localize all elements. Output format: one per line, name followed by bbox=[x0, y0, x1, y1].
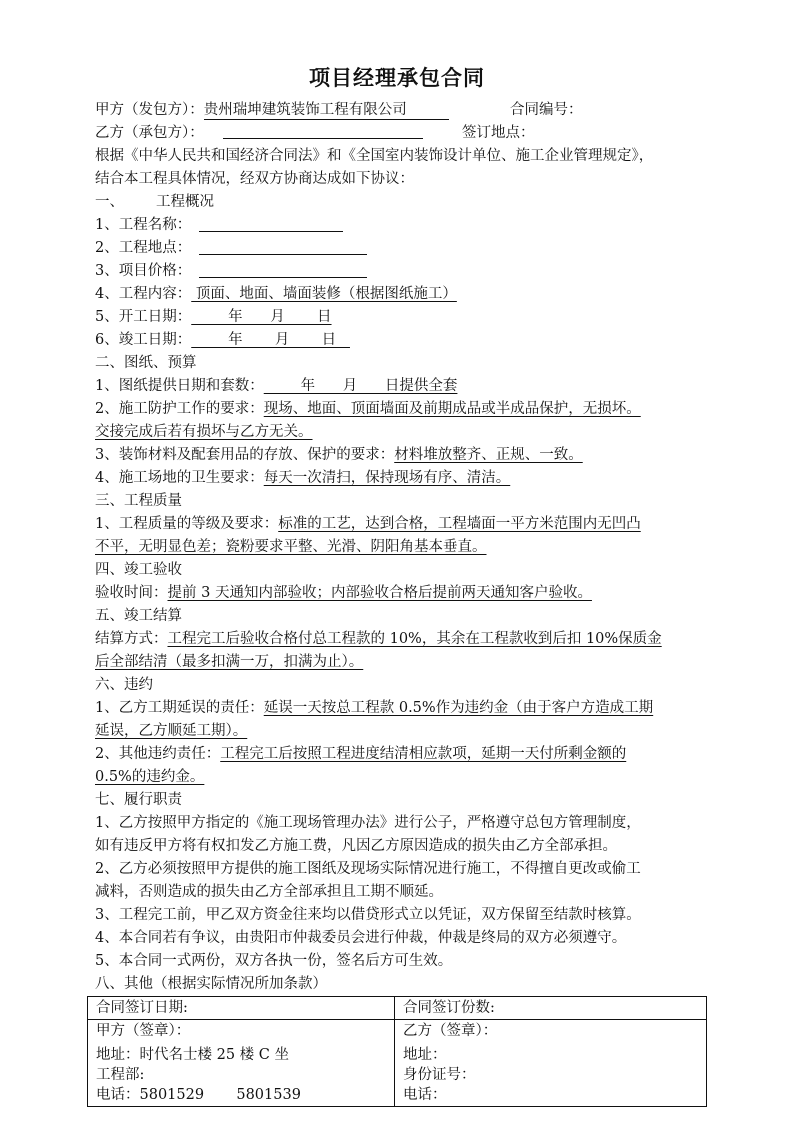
party-b-id: 身份证号： bbox=[403, 1067, 476, 1083]
s6-item1-cont-text: 延误，乙方顺延工期）。 bbox=[95, 723, 248, 739]
section-1-heading bbox=[95, 192, 214, 212]
section-2-heading: 二、图纸、预算 bbox=[95, 355, 197, 371]
s5-label: 结算方式： bbox=[95, 631, 168, 647]
s5-value: 工程完工后验收合格付总工程款的 10%，其余在工程款收到后扣 10%保质金 bbox=[167, 631, 662, 647]
s2-item2-label: 2、施工防护工作的要求： bbox=[95, 401, 264, 417]
signature-table bbox=[87, 996, 707, 1107]
s3-item1-cont-text: 不平，无明显色差；瓷粉要求平整、光滑、阴阳角基本垂直。 bbox=[95, 539, 487, 555]
party-a-sign-cell bbox=[88, 1020, 395, 1107]
contract-no-label: 合同编号： bbox=[510, 102, 583, 118]
intro-line-1: 根据《中华人民共和国经济合同法》和《全国室内装饰设计单位、施工企业管理规定》， bbox=[95, 148, 654, 164]
s2-item2-cont bbox=[95, 422, 313, 442]
s6-item2-cont bbox=[95, 767, 204, 787]
s2-item3-value: 材料堆放整齐、正规、一致。 bbox=[394, 447, 583, 463]
page-title: 项目经理承包合同 bbox=[309, 65, 485, 90]
s3-item1 bbox=[95, 514, 641, 534]
table-row bbox=[88, 997, 707, 1020]
section-3-heading: 三、工程质量 bbox=[95, 493, 182, 509]
party-b-sign-cell bbox=[395, 1020, 707, 1107]
party-b-sign: 乙方（签章）： bbox=[403, 1023, 498, 1039]
s1-item6-label: 6、竣工日期： bbox=[95, 332, 192, 348]
s1-item3: 3、项目价格： bbox=[95, 263, 192, 279]
s7-line: 1、乙方按照甲方指定的《施工现场管理办法》进行公子，严格遵守总包方管理制度， bbox=[95, 815, 641, 831]
s1-item5-label: 5、开工日期： bbox=[95, 309, 192, 325]
s4-label: 验收时间： bbox=[95, 585, 168, 601]
s2-item4-value: 每天一次清扫，保持现场有序、清洁。 bbox=[263, 470, 511, 486]
party-a-dept: 工程部: bbox=[96, 1067, 145, 1083]
s1-item2-blank bbox=[199, 253, 367, 255]
s2-item2-value: 现场、地面、顶面墙面及前期成品或半成品保护，无损坏。 bbox=[263, 401, 641, 417]
s2-item1-label: 1、图纸提供日期和套数： bbox=[95, 378, 264, 394]
s1-item5 bbox=[95, 307, 332, 327]
section-8-heading: 八、其他（根据实际情况所加条款） bbox=[95, 976, 327, 992]
party-a-address: 地址：时代名士楼 25 楼 C 坐 bbox=[96, 1047, 289, 1063]
party-a-phone: 电话：5801529 5801539 bbox=[96, 1087, 301, 1103]
party-a-line bbox=[95, 100, 449, 120]
party-a-sign: 甲方（签章）： bbox=[96, 1023, 191, 1039]
s3-item1-label: 1、工程质量的等级及要求： bbox=[95, 516, 279, 532]
contract-copies-cell bbox=[395, 997, 707, 1020]
s2-item1 bbox=[95, 376, 457, 396]
s7-line: 减料，否则造成的损失由乙方全部承担且工期不顺延。 bbox=[95, 884, 443, 900]
section-6-heading: 六、违约 bbox=[95, 677, 153, 693]
section-5-heading: 五、竣工结算 bbox=[95, 608, 182, 624]
s2-item1-value: 年 月 日提供全套 bbox=[263, 378, 458, 394]
party-b-blank bbox=[223, 137, 423, 139]
s1-item4-label: 4、工程内容： bbox=[95, 286, 192, 302]
s5-cont-text: 后全部结清（最多扣满一万，扣满为止）。 bbox=[95, 654, 364, 670]
s6-item2-label: 2、其他违约责任： bbox=[95, 746, 221, 762]
contract-date-cell bbox=[88, 997, 395, 1020]
section-1-num: 一、 bbox=[95, 194, 124, 210]
s7-line: 4、本合同若有争议，由贵阳市仲裁委员会进行仲裁，仲裁是终局的双方必须遵守。 bbox=[95, 930, 627, 946]
s4-line bbox=[95, 583, 592, 603]
s2-item4 bbox=[95, 468, 510, 488]
s6-item1-label: 1、乙方工期延误的责任： bbox=[95, 700, 264, 716]
s1-item6 bbox=[95, 330, 350, 350]
section-7-heading: 七、履行职责 bbox=[95, 792, 182, 808]
table-row bbox=[88, 1020, 707, 1107]
s1-item3-blank bbox=[199, 276, 367, 278]
s6-item1 bbox=[95, 698, 653, 718]
s7-line: 5、本合同一式两份，双方各执一份，签名后方可生效。 bbox=[95, 953, 453, 969]
s5-cont bbox=[95, 652, 363, 672]
party-a-value: 贵州瑞坤建筑装饰工程有限公司 bbox=[204, 100, 449, 120]
s1-item4 bbox=[95, 284, 457, 304]
s2-item2 bbox=[95, 399, 641, 419]
s2-item3-label: 3、装饰材料及配套用品的存放、保护的要求： bbox=[95, 447, 395, 463]
section-4-heading: 四、竣工验收 bbox=[95, 562, 182, 578]
s3-item1-value: 标准的工艺，达到合格，工程墙面一平方米范围内无凹凸 bbox=[278, 516, 641, 532]
s2-item4-label: 4、施工场地的卫生要求： bbox=[95, 470, 264, 486]
s1-item2: 2、工程地点： bbox=[95, 240, 192, 256]
contract-date-label: 合同签订日期: bbox=[96, 1000, 188, 1016]
party-b-phone: 电话： bbox=[403, 1087, 447, 1103]
s6-item2-value: 工程完工后按照工程进度结清相应款项，延期一天付所剩金额的 bbox=[220, 746, 627, 762]
s1-item4-value: 顶面、地面、墙面装修（根据图纸施工） bbox=[191, 286, 457, 302]
s6-item1-value: 延误一天按总工程款 0.5%作为违约金（由于客户方造成工期 bbox=[263, 700, 654, 716]
contract-copies-label: 合同签订份数: bbox=[403, 1000, 495, 1016]
s7-line: 如有违反甲方将有权扣发乙方施工费，凡因乙方原因造成的损失由乙方全部承担。 bbox=[95, 838, 617, 854]
s1-item6-value: 年 月 日 bbox=[191, 332, 350, 348]
party-a-label: 甲方（发包方）： bbox=[95, 102, 204, 118]
s7-line: 2、乙方必须按照甲方提供的施工图纸及现场实际情况进行施工，不得擅自更改或偷工 bbox=[95, 861, 641, 877]
party-b-address: 地址： bbox=[403, 1047, 447, 1063]
s1-item1-blank bbox=[199, 230, 343, 232]
section-1-text: 工程概况 bbox=[156, 194, 214, 210]
sign-place-label: 签订地点： bbox=[462, 125, 535, 141]
s2-item2-cont-text: 交接完成后若有损坏与乙方无关。 bbox=[95, 424, 313, 440]
s6-item2-cont-text: 0.5%的违约金。 bbox=[95, 769, 205, 785]
party-b-label: 乙方（承包方）： bbox=[95, 125, 204, 141]
s2-item3 bbox=[95, 445, 583, 465]
intro-line-2: 结合本工程具体情况，经双方协商达成如下协议： bbox=[95, 171, 414, 187]
s5-line bbox=[95, 629, 662, 649]
s6-item2 bbox=[95, 744, 626, 764]
s1-item1: 1、工程名称： bbox=[95, 217, 192, 233]
s6-item1-cont bbox=[95, 721, 247, 741]
s4-value: 提前 3 天通知内部验收；内部验收合格后提前两天通知客户验收。 bbox=[167, 585, 592, 601]
s7-line: 3、工程完工前，甲乙双方资金往来均以借贷形式立以凭证，双方保留至结款时核算。 bbox=[95, 907, 641, 923]
s1-item5-value: 年 月 日 bbox=[191, 309, 332, 325]
s3-item1-cont bbox=[95, 537, 487, 557]
